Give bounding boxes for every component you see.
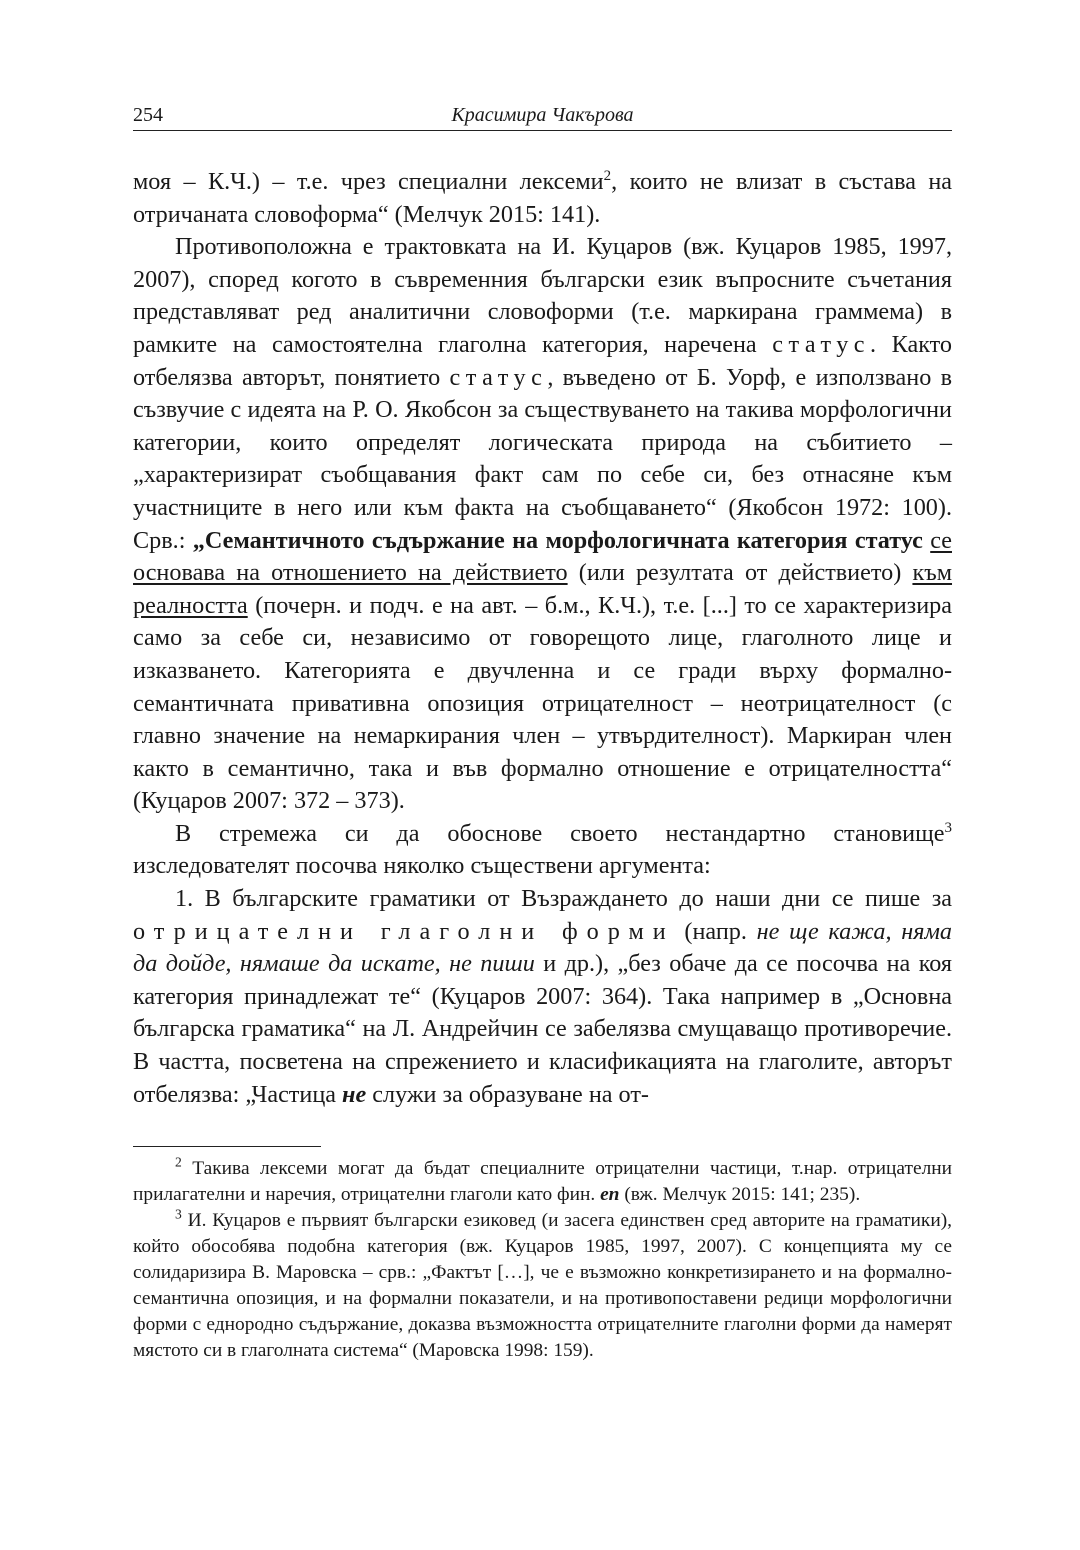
italic-examples: не ще кажа, няма да дойде, нямаше да искате, не пиши	[133, 917, 952, 978]
bold-italic-term: en	[600, 1184, 620, 1205]
text-run: моя – К.Ч.) – т.е. чрез специални лексеми	[133, 168, 604, 195]
text-run: (или резултата от действието)	[567, 559, 913, 587]
text-run: служи за образуване на от-	[366, 1080, 649, 1108]
text-run: , които не влизат в състава на отричаната словоформа“ (Мелчук 2015: 141).	[133, 168, 953, 228]
text-run: Такива лексеми могат да бъдат специалните отрицателни частици, т.нар. отрицателни прилагателни и наречия, отрицателни глаголи като фин.	[133, 1158, 952, 1205]
text-run: . Както отбелязва авторът, понятието	[133, 330, 953, 391]
paragraph-3	[133, 818, 952, 883]
text-run: изследователят посочва няколко съществени аргумента:	[133, 852, 711, 880]
footnotes	[133, 1156, 952, 1364]
main-text	[133, 166, 952, 1111]
text-run: И. Куцаров е първият български езиковед (и засега единствен сред авторите на граматики), който обособява подобна категория (вж. Куцаров 1985, 1997, 2007). С концепцията му се солидаризира В. Маровска – срв.: „Фактът […], че е възможно конкретизирането и на формално-семантична опозиция, и на формални показатели, и на противопоставени редици морфологични форми с еднородно съдържание, доказва възможността отрицателните глаголни форми да намерят мястото си в глаголната система“ (Маровска 1998: 159).	[133, 1210, 952, 1361]
footnote-number: 2	[175, 1154, 182, 1170]
text-run: , въведено от Б. Уорф, е използвано в съзвучие с идеята на Р. О. Якобсон за съществуването на такива морфологични категории, които определят логическата природа на събитието – „характеризират съобщавания факт сам по себе си, без отнасяне към участниците в него или към факта на съобщаването“ (Якобсон 1972: 100). Срв.:	[133, 363, 953, 554]
page-number: 254	[133, 104, 163, 126]
footnote-ref-3: 3	[944, 819, 952, 836]
text-run: и др.), „без обаче да се посочва на коя категория принадлежат те“ (Куцаров 2007: 364). Така например в „Основна българска граматика“ на Л. Андрейчин се забелязва смущаващо противоречие. В частта, посветена на спрежението и класификацията на глаголите, авторът отбелязва: „Частица	[133, 950, 952, 1108]
footnote-2	[133, 1156, 952, 1208]
paragraph-4	[133, 883, 952, 1111]
paragraph-1	[133, 166, 952, 231]
text-run: (почерн. и подч. е на авт. – б.м., К.Ч.), т.е. [...] то се характеризира само за себе си, независимо от говорещото лице, глаголното лице и изказването. Категорията е двучленна и се гради върху формално-семантичната привативна опозиция отрицателност – неотрицателност (с главно значение на немаркирания член – утвърдителност). Маркиран член както в семантично, така и във формално отношение е отрицателността“ (Куцаров 2007: 372 – 373).	[133, 591, 952, 815]
text-run: Противоположна е трактовката на И. Куцаров (вж. Куцаров 1985, 1997, 2007), според когото в съвременния български език въпросните съчетания представляват ред аналитични словоформи (т.е. маркирана граммема) в рамките на самостоятелна глаголна категория, наречена	[133, 233, 952, 358]
footnote-separator	[133, 1146, 321, 1147]
footnote-ref-2: 2	[603, 167, 612, 184]
spaced-term: отрицателни глаголни форми	[133, 917, 675, 945]
text-run: 1. В българските граматики от Възраждането до наши дни се пише за	[175, 885, 952, 913]
spaced-term: статус	[449, 363, 548, 391]
text-run: В стремежа си да обоснове своето нестандартно становище	[175, 819, 945, 847]
underlined-phrase: се основава на отношението на действието	[133, 526, 952, 587]
text-run: (вж. Мелчук 2015: 141; 235).	[619, 1184, 861, 1205]
bold-italic-term: не	[342, 1080, 367, 1108]
underlined-phrase: към реалността	[133, 559, 953, 619]
footnote-number: 3	[175, 1206, 182, 1222]
text-run: (напр.	[674, 917, 757, 945]
running-header	[133, 100, 952, 131]
footnote-3	[133, 1208, 952, 1364]
paragraph-2	[133, 231, 952, 818]
running-title: Красимира Чакърова	[451, 104, 634, 126]
bold-quote: „Семантичното съдържание на морфологичната категория статус	[192, 526, 923, 554]
spaced-term: статус	[772, 330, 871, 358]
